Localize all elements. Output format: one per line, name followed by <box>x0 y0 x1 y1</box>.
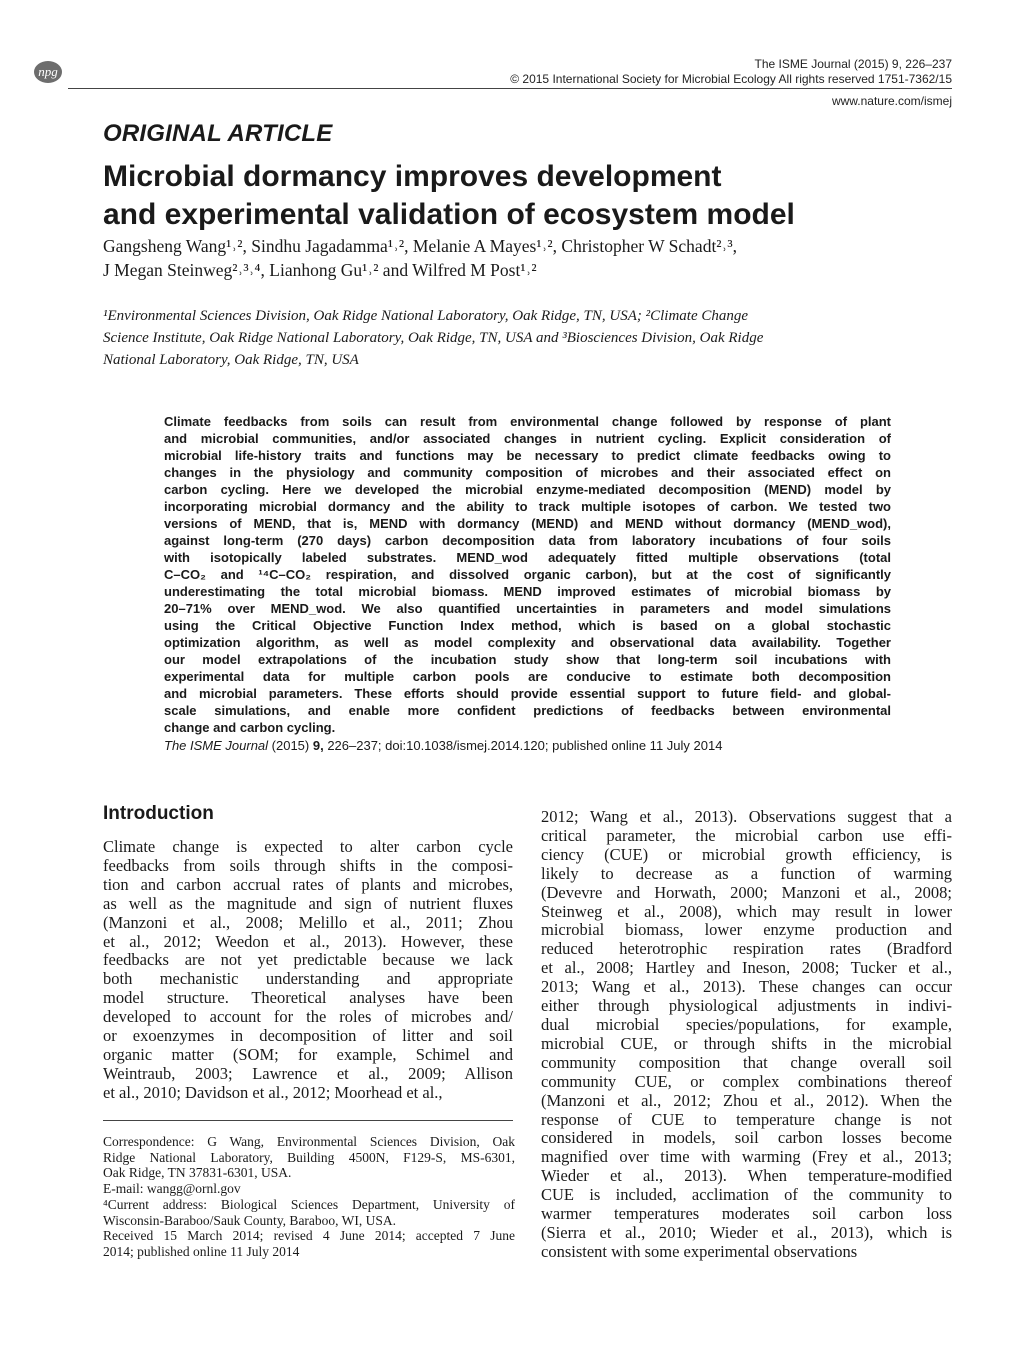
footnote-line: Ridge National Laboratory, Building 4500N, F129-S, MS-6301, <box>103 1149 515 1165</box>
abstract-line: using the Critical Objective Function Index method, which is based on a global stochastic <box>164 618 891 633</box>
abstract-line: our model extrapolations of the incubation study show that long-term soil incubations with <box>164 652 891 667</box>
body-text-line: response of CUE to temperature change is not <box>541 1110 952 1129</box>
abstract-line: change and carbon cycling. <box>164 720 336 735</box>
citation-journal: The ISME Journal <box>164 738 269 753</box>
body-text-line: et al., 2010; Davidson et al., 2012; Moorhead et al., <box>103 1083 443 1102</box>
body-text-line: as well as the magnitude and sign of nutrient fluxes <box>103 894 513 913</box>
body-text-line: 2012; Wang et al., 2013). Observations suggest that a <box>541 808 952 826</box>
footnote-line: Wisconsin-Baraboo/Sauk County, Baraboo, WI, USA. <box>103 1212 397 1228</box>
footnotes <box>103 1134 515 1260</box>
abstract-line: against long-term (270 days) carbon decomposition data from laboratory incubations of four soils <box>164 533 891 548</box>
body-text-line: either through physiological adjustments in indivi- <box>541 997 952 1016</box>
affiliation-line: National Laboratory, Oak Ridge, TN, USA <box>103 352 359 368</box>
citation-volume: 9, <box>312 738 324 753</box>
citation-details: 226–237; doi:10.1038/ismej.2014.120; published online 11 July 2014 <box>323 738 723 753</box>
journal-citation-header: The ISME Journal (2015) 9, 226–237 <box>754 57 952 71</box>
header-divider <box>68 88 952 89</box>
body-text-line: feedbacks from soils through shifts in the composi- <box>103 856 513 875</box>
affiliation-line: ¹Environmental Sciences Division, Oak Ridge National Laboratory, Oak Ridge, TN, USA; ²Climate Change <box>103 308 749 324</box>
abstract-line: scale simulations, and enable more confident predictions of feedbacks between environmental <box>164 703 891 718</box>
body-text-line: (Devevre and Horwath, 2000; Manzoni et al., 2008; <box>541 883 952 902</box>
npg-logo: npg <box>34 61 62 83</box>
abstract-line: C–CO₂ and ¹⁴C–CO₂ respiration, and dissolved organic carbon), but at the cost of significantly <box>164 567 891 582</box>
abstract-line: changes in the physiology and community composition of microbes and their associated effect on <box>164 465 891 480</box>
citation-year: (2015) <box>268 738 313 753</box>
body-text-line: likely to decrease as a function of warming <box>541 864 952 883</box>
affiliations <box>103 305 955 371</box>
body-text-line: feedbacks are not yet predictable because we lack <box>103 951 513 970</box>
abstract-line: underestimating the total microbial biomass. MEND improved estimates of microbial biomass by <box>164 584 891 599</box>
journal-website-link[interactable]: www.nature.com/ismej <box>831 94 952 108</box>
copyright-line: © 2015 International Society for Microbial Ecology All rights reserved 1751-7362/15 <box>510 72 952 86</box>
abstract-line: experimental data for multiple carbon pools are conducive to estimate both decomposition <box>164 669 891 684</box>
abstract-line: versions of MEND, that is, MEND with dormancy (MEND) and MEND without dormancy (MEND_wod), <box>164 516 891 531</box>
footnote-line: Correspondence: G Wang, Environmental Sciences Division, Oak <box>103 1134 515 1149</box>
body-text-line: model structure. Theoretical analyses have been <box>103 989 513 1008</box>
body-text-line: community CUE, or complex combinations thereof <box>541 1072 952 1091</box>
footnote-line: Received 15 March 2014; revised 4 June 2014; accepted 7 June <box>103 1228 515 1244</box>
body-text-line: (Manzoni et al., 2012; Zhou et al., 2012). When the <box>541 1091 952 1110</box>
footnote-line: 2014; published online 11 July 2014 <box>103 1243 300 1259</box>
author-list <box>103 234 953 282</box>
body-text-line: microbial CUE, or through shifts in the microbial <box>541 1034 952 1053</box>
body-text-line: CUE is included, acclimation of the community to <box>541 1186 952 1205</box>
body-text-line: warmer temperatures moderates soil carbon loss <box>541 1205 952 1224</box>
body-text-line: considered in models, soil carbon losses become <box>541 1129 952 1148</box>
abstract-line: and microbial communities, and/or associated changes in nutrient cycling. Explicit consideration of <box>164 431 891 446</box>
abstract-line: carbon cycling. Here we developed the microbial enzyme-mediated decomposition (MEND) model by <box>164 482 891 497</box>
body-text-line: Steinweg et al., 2008), which may result in lower <box>541 902 952 921</box>
footnote-line: Oak Ridge, TN 37831-6301, USA. <box>103 1165 292 1181</box>
abstract <box>164 413 891 736</box>
body-text-line: tion and carbon accrual rates of plants and microbes, <box>103 875 513 894</box>
body-text-line: dual microbial species/populations, for example, <box>541 1015 952 1034</box>
body-text-line: 2013; Wang et al., 2013). These changes can occur <box>541 978 952 997</box>
title-line: and experimental validation of ecosystem model <box>103 198 795 231</box>
right-column-text <box>541 808 952 1262</box>
abstract-line: 20–71% over MEND_wod. We also quantified uncertainties in parameters and model simulations <box>164 601 891 616</box>
body-text-line: (Sierra et al., 2010; Wieder et al., 2013), which is <box>541 1223 952 1242</box>
title-line: Microbial dormancy improves development <box>103 160 722 193</box>
body-text-line: et al., 2012; Weedon et al., 2013). However, these <box>103 932 513 951</box>
author-line: J Megan Steinweg²˒³˒⁴, Lianhong Gu¹˒² and Wilfred M Post¹˒² <box>103 260 537 280</box>
abstract-line: optimization algorithm, as well as model complexity and observational data availability. Together <box>164 635 891 650</box>
footnote-divider <box>103 1120 513 1121</box>
body-text-line: Climate change is expected to alter carbon cycle <box>103 838 513 856</box>
body-text-line: organic matter (SOM; for example, Schimel and <box>103 1045 513 1064</box>
body-text-line: both mechanistic understanding and appropriate <box>103 970 513 989</box>
abstract-line: microbial life-history traits and functions may be necessary to predict climate feedbacks owing to <box>164 448 891 463</box>
body-text-line: reduced heterotrophic respiration rates (Bradford <box>541 940 952 959</box>
body-text-line: or exoenzymes in decomposition of litter and soil <box>103 1027 513 1046</box>
article-type-label: ORIGINAL ARTICLE <box>103 120 333 147</box>
abstract-line: and microbial parameters. These efforts should provide essential support to future field- and global- <box>164 686 891 701</box>
left-column-text <box>103 838 513 1103</box>
footnote-line: E-mail: wangg@ornl.gov <box>103 1181 241 1197</box>
body-text-line: Weintraub, 2003; Lawrence et al., 2009; Allison <box>103 1064 513 1083</box>
body-text-line: microbial biomass, lower enzyme production and <box>541 921 952 940</box>
affiliation-line: Science Institute, Oak Ridge National Laboratory, Oak Ridge, TN, USA and ³Biosciences Division, Oak Ridge <box>103 330 764 346</box>
section-heading-introduction: Introduction <box>103 803 214 824</box>
abstract-line: with isotopically labeled substrates. MEND_wod adequately fitted multiple observations (total <box>164 550 891 565</box>
abstract-line: Climate feedbacks from soils can result from environmental change followed by response of plant <box>164 414 891 429</box>
body-text-line: Wieder et al., 2013). When temperature-modified <box>541 1167 952 1186</box>
body-text-line: consistent with some experimental observations <box>541 1242 858 1261</box>
article-citation <box>164 738 722 753</box>
footnote-line: ⁴Current address: Biological Sciences Department, University of <box>103 1196 515 1212</box>
article-title <box>103 158 953 234</box>
body-text-line: et al., 2008; Hartley and Ineson, 2008; Tucker et al., <box>541 959 952 978</box>
body-text-line: developed to account for the roles of microbes and/ <box>103 1008 513 1027</box>
body-text-line: critical parameter, the microbial carbon use effi- <box>541 826 952 845</box>
author-line: Gangsheng Wang¹˒², Sindhu Jagadamma¹˒², Melanie A Mayes¹˒², Christopher W Schadt²˒³, <box>103 236 737 256</box>
body-text-line: community composition that change overall soil <box>541 1053 952 1072</box>
body-text-line: (Manzoni et al., 2008; Melillo et al., 2011; Zhou <box>103 913 513 932</box>
body-text-line: ciency (CUE) or microbial growth efficiency, is <box>541 845 952 864</box>
body-text-line: magnified over time with warming (Frey et al., 2013; <box>541 1148 952 1167</box>
abstract-line: incorporating microbial dormancy and the ability to track multiple isotopes of carbon. We tested two <box>164 499 891 514</box>
